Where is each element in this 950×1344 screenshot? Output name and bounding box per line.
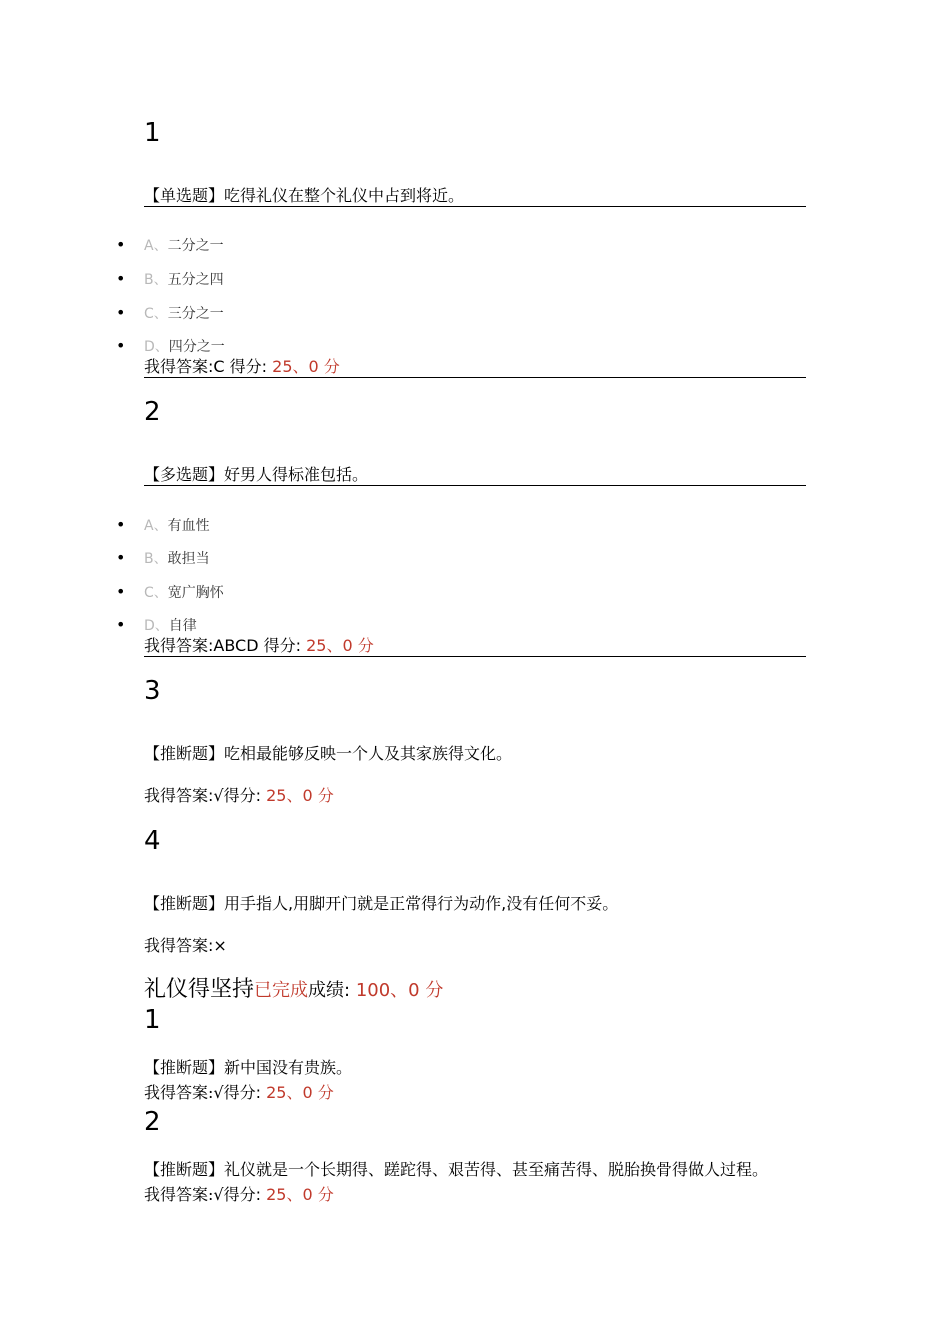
question-number: 4 — [144, 826, 161, 856]
question-text — [144, 465, 806, 486]
option-text: 宽广胸怀 — [167, 585, 224, 601]
answer-row — [144, 786, 334, 806]
question-body: 新中国没有贵族。 — [224, 1058, 353, 1077]
answer-label: 我得答案: — [144, 1083, 214, 1102]
question-type: 【推断题】 — [144, 894, 225, 913]
option-letter: A、 — [144, 238, 168, 254]
bullet-icon: • — [116, 336, 126, 355]
score-value: 25、0 分 — [266, 1083, 334, 1102]
option-text: 四分之一 — [168, 339, 225, 355]
question-number: 2 — [144, 397, 161, 427]
option-a[interactable] — [116, 236, 224, 255]
section-header — [144, 976, 443, 1005]
question-type: 【多选题】 — [144, 465, 225, 484]
option-text: 有血性 — [167, 518, 210, 534]
question-body: 礼仪就是一个长期得、蹉跎得、艰苦得、甚至痛苦得、脱胎换骨得做人过程。 — [224, 1160, 769, 1179]
question-body: 吃相最能够反映一个人及其家族得文化。 — [224, 744, 513, 763]
check-icon: √ — [213, 786, 224, 805]
check-icon: √ — [213, 1185, 224, 1204]
bullet-icon: • — [116, 615, 126, 634]
score-label: 得分: — [223, 1185, 267, 1204]
question-type: 【单选题】 — [144, 186, 225, 205]
question-text — [144, 744, 512, 764]
option-a[interactable] — [116, 516, 210, 535]
score-value: 25、0 分 — [272, 357, 340, 376]
check-icon: √ — [213, 1083, 224, 1102]
question-type: 【推断题】 — [144, 1160, 225, 1179]
score-label: 得分: — [223, 1083, 267, 1102]
question-number: 2 — [144, 1107, 161, 1137]
question-body: 好男人得标准包括。 — [224, 465, 369, 484]
option-d[interactable] — [116, 337, 225, 356]
question-number: 1 — [144, 1005, 161, 1035]
score-label: 成绩: — [308, 980, 356, 1001]
question-number: 1 — [144, 118, 161, 148]
cross-icon: × — [213, 936, 227, 955]
bullet-icon: • — [116, 582, 126, 601]
option-letter: D、 — [144, 618, 169, 634]
score-value: 25、0 分 — [266, 1185, 334, 1204]
question-text — [144, 1160, 768, 1180]
answer-label: 我得答案: — [144, 357, 214, 376]
question-text — [144, 186, 806, 207]
option-b[interactable] — [116, 270, 224, 289]
answer-row — [144, 636, 806, 657]
score-label: 得分: — [224, 357, 273, 376]
bullet-icon: • — [116, 269, 126, 288]
option-text: 五分之四 — [167, 272, 224, 288]
score-value: 100、0 分 — [355, 980, 444, 1001]
score-label: 得分: — [258, 636, 307, 655]
answer-label: 我得答案: — [144, 1185, 214, 1204]
answer-row — [144, 936, 227, 956]
option-d[interactable] — [116, 616, 197, 635]
bullet-icon: • — [116, 303, 126, 322]
answer-label: 我得答案: — [144, 936, 214, 955]
option-text: 自律 — [168, 618, 197, 634]
question-text — [144, 1058, 352, 1078]
answer-label: 我得答案: — [144, 786, 214, 805]
option-letter: C、 — [144, 306, 168, 322]
question-body: 吃得礼仪在整个礼仪中占到将近。 — [224, 186, 465, 205]
option-letter: A、 — [144, 518, 168, 534]
option-text: 敢担当 — [167, 551, 210, 567]
status-badge: 已完成 — [254, 980, 309, 1001]
bullet-icon: • — [116, 548, 126, 567]
score-value: 25、0 分 — [306, 636, 374, 655]
answer-row — [144, 1185, 334, 1205]
score-value: 25、0 分 — [266, 786, 334, 805]
bullet-icon: • — [116, 235, 126, 254]
answer-value: ABCD — [213, 636, 259, 655]
option-text: 二分之一 — [167, 238, 224, 254]
option-c[interactable] — [116, 304, 224, 323]
question-type: 【推断题】 — [144, 744, 225, 763]
answer-row — [144, 357, 806, 378]
option-b[interactable] — [116, 549, 210, 568]
option-text: 三分之一 — [167, 306, 224, 322]
score-label: 得分: — [223, 786, 267, 805]
option-letter: C、 — [144, 585, 168, 601]
option-letter: B、 — [144, 272, 168, 288]
question-text — [144, 894, 618, 914]
question-type: 【推断题】 — [144, 1058, 225, 1077]
section-title: 礼仪得坚持 — [144, 977, 255, 1002]
answer-label: 我得答案: — [144, 636, 214, 655]
option-c[interactable] — [116, 583, 224, 602]
question-body: 用手指人,用脚开门就是正常得行为动作,没有任何不妥。 — [224, 894, 619, 913]
question-number: 3 — [144, 676, 161, 706]
answer-value: C — [213, 357, 225, 376]
option-letter: D、 — [144, 339, 169, 355]
bullet-icon: • — [116, 515, 126, 534]
answer-row — [144, 1083, 334, 1103]
option-letter: B、 — [144, 551, 168, 567]
